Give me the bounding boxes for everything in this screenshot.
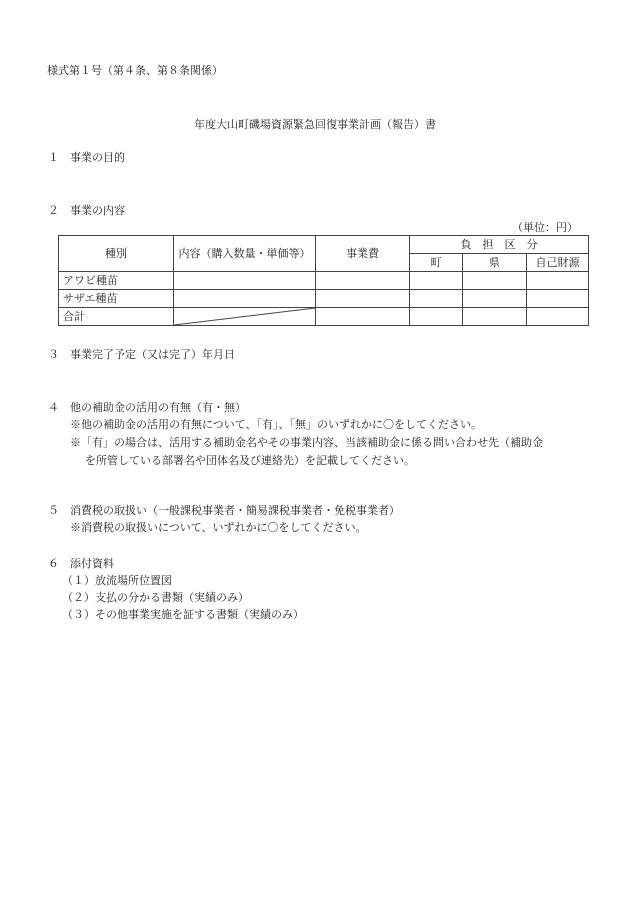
section-4-note-2-continued: を所管している部署名や団体名及び連絡先）を記載してください。 <box>85 454 415 467</box>
header-prefecture: 県 <box>463 254 527 272</box>
cell-cost <box>316 290 410 308</box>
section-6-heading: ６ 添付資料 <box>48 557 114 570</box>
unit-label: （単位：円） <box>512 221 578 234</box>
header-burden-category: 負 担 区 分 <box>410 236 589 254</box>
cell-prefecture <box>463 308 527 326</box>
cell-own-funds <box>527 308 589 326</box>
cell-cost <box>316 272 410 290</box>
cell-own-funds <box>527 272 589 290</box>
header-type: 種別 <box>59 236 174 272</box>
cell-prefecture <box>463 290 527 308</box>
cell-own-funds <box>527 290 589 308</box>
attachment-item: （３）その他事業実施を証する書類（実績のみ） <box>62 608 304 621</box>
cell-town <box>410 308 463 326</box>
header-content: 内容（購入数量・単価等） <box>174 236 316 272</box>
header-own-funds: 自己財源 <box>527 254 589 272</box>
cell-prefecture <box>463 272 527 290</box>
row-type-turban-shell: サザエ種苗 <box>59 290 174 308</box>
cell-content <box>174 272 316 290</box>
section-2-heading: ２ 事業の内容 <box>48 204 125 217</box>
cell-cost <box>316 308 410 326</box>
table-row <box>59 290 589 308</box>
row-type-abalone: アワビ種苗 <box>59 272 174 290</box>
section-4-note-1: ※他の補助金の活用の有無について、「有」、「無」のいずれかに〇をしてください。 <box>70 418 483 431</box>
header-town: 町 <box>410 254 463 272</box>
cell-town <box>410 290 463 308</box>
attachment-item: （２）支払の分かる書類（実績のみ） <box>62 591 249 604</box>
section-4-note-2: ※「有」の場合は、活用する補助金名やその事業内容、当該補助金に係る問い合わせ先（補助金 <box>70 436 543 449</box>
cell-content <box>174 290 316 308</box>
table-row-total <box>59 308 589 326</box>
section-5-heading: ５ 消費税の取扱い（一般課税事業者・簡易課税事業者・免税事業者） <box>48 504 400 517</box>
header-cost: 事業費 <box>316 236 410 272</box>
section-1-heading: １ 事業の目的 <box>48 151 125 164</box>
budget-table <box>58 235 589 326</box>
table-row <box>59 272 589 290</box>
document-title: 年度大山町磯場資源緊急回復事業計画（報告）書 <box>194 118 436 131</box>
attachment-item: （１）放流場所位置図 <box>62 574 172 587</box>
form-number: 様式第１号（第４条、第８条関係） <box>47 64 223 77</box>
section-5-note: ※消費税の取扱いについて、いずれかに〇をしてください。 <box>70 521 367 534</box>
cell-town <box>410 272 463 290</box>
row-type-total: 合計 <box>59 308 174 326</box>
section-3-heading: ３ 事業完了予定（又は完了）年月日 <box>48 348 235 361</box>
section-4-heading: ４ 他の補助金の活用の有無（有・無） <box>48 401 246 414</box>
cell-content-crossed <box>174 308 316 326</box>
diagonal-line <box>174 308 315 325</box>
